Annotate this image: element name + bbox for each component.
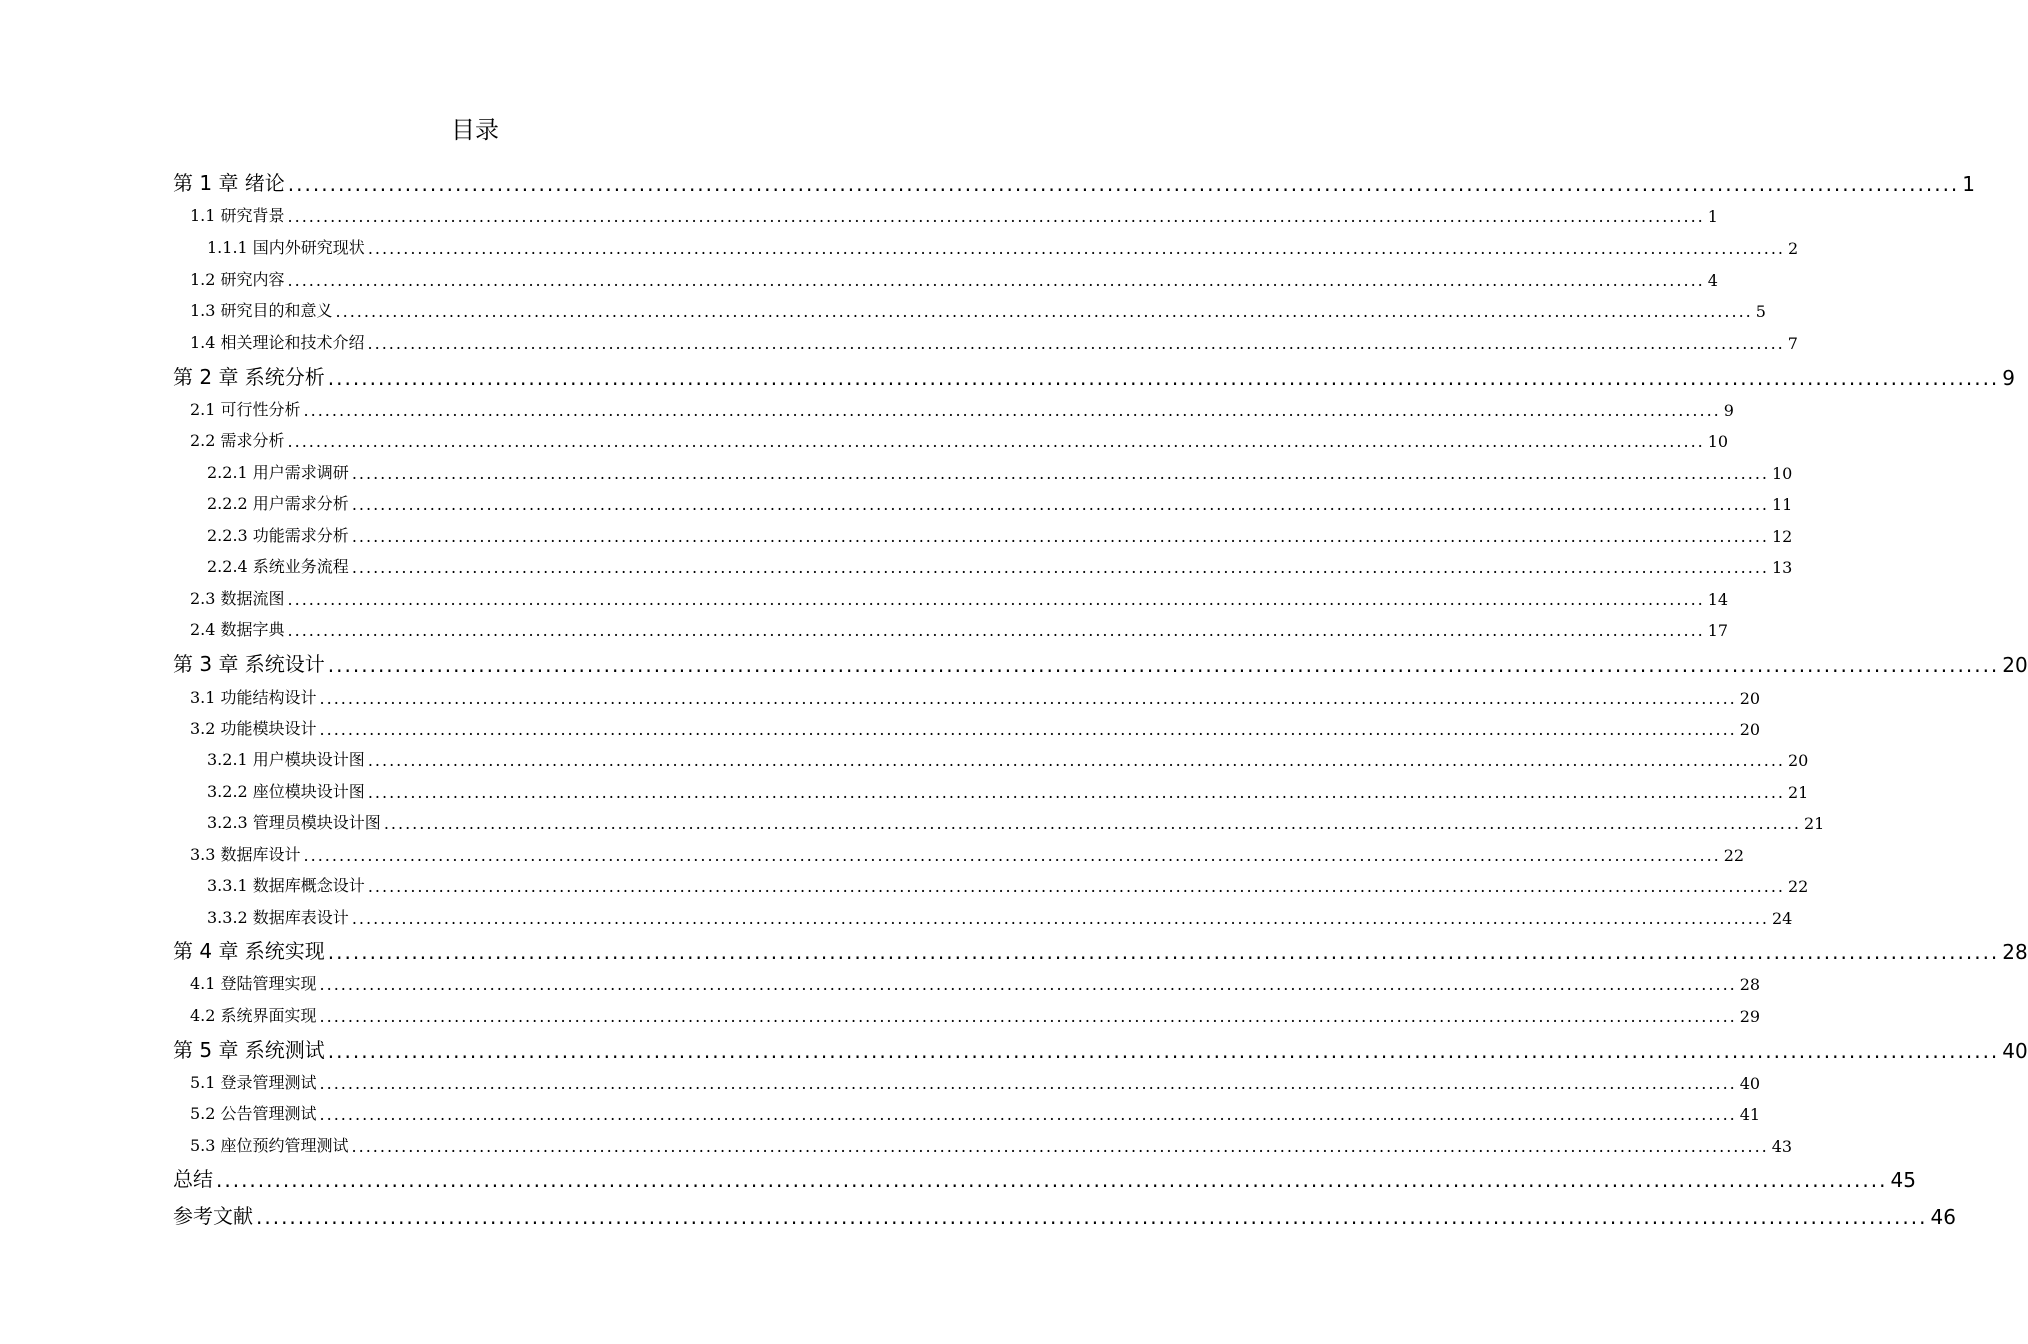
toc-entry-label: 第 3 章 系统设计 (173, 652, 325, 676)
toc-entry-label: 1.1 研究背景 (190, 206, 285, 225)
toc-page-number: 29 (1739, 1007, 1761, 1026)
toc-page-number: 2 (1788, 239, 1799, 258)
toc-entry-label: 2.2 需求分析 (190, 431, 285, 450)
toc-page-number: 13 (1772, 558, 1793, 577)
toc-page-number: 7 (1787, 334, 1798, 353)
toc-entry-label: 3.1 功能结构设计 (190, 688, 317, 707)
toc-dot-leader: ........................................................................................................................................................................................................ (327, 940, 2000, 964)
toc-section-entry[interactable] (190, 1002, 1761, 1026)
toc-dot-leader: ........................................................................................................................................................................................................ (287, 172, 1960, 196)
toc-page-number: 28 (2002, 940, 2028, 964)
toc-entry-label: 1.3 研究目的和意义 (190, 301, 333, 320)
toc-dot-leader: ........................................................................................................................................................................................................ (327, 366, 2000, 390)
toc-entry-label: 3.3.2 数据库表设计 (207, 908, 349, 927)
toc-entry-label: 2.2.1 用户需求调研 (207, 463, 349, 482)
toc-section-entry[interactable] (190, 970, 1761, 994)
toc-page-number: 22 (1788, 877, 1809, 896)
toc-chapter-entry[interactable] (173, 649, 2028, 677)
toc-entry-label: 第 5 章 系统测试 (173, 1038, 325, 1062)
toc-section-entry[interactable] (190, 297, 1766, 321)
toc-dot-leader: ........................................................................................................................................................................................................ (351, 558, 1769, 577)
toc-section-entry[interactable] (207, 778, 1809, 802)
toc-dot-leader: ........................................................................................................................................................................................................ (351, 909, 1769, 928)
toc-section-entry[interactable] (207, 234, 1799, 258)
toc-entry-label: 3.2 功能模块设计 (190, 719, 317, 738)
toc-page-number: 14 (1707, 590, 1729, 609)
toc-entry-label: 3.2.2 座位模块设计图 (207, 782, 365, 801)
toc-dot-leader: ........................................................................................................................................................................................................ (367, 334, 1785, 353)
toc-dot-leader: ........................................................................................................................................................................................................ (327, 1039, 2000, 1063)
toc-entry-label: 3.2.1 用户模块设计图 (207, 750, 365, 769)
toc-section-entry[interactable] (190, 329, 1798, 353)
toc-page-number: 9 (1723, 401, 1734, 420)
toc-dot-leader: ........................................................................................................................................................................................................ (351, 464, 1769, 483)
toc-chapter-entry[interactable] (173, 362, 2016, 390)
toc-dot-leader: ........................................................................................................................................................................................................ (367, 783, 1785, 802)
toc-chapter-entry[interactable] (173, 1164, 1916, 1192)
toc-entry-label: 2.1 可行性分析 (190, 400, 301, 419)
toc-dot-leader: ........................................................................................................................................................................................................ (303, 846, 1721, 865)
toc-dot-leader: ........................................................................................................................................................................................................ (335, 302, 1753, 321)
toc-section-entry[interactable] (190, 1100, 1761, 1124)
toc-entry-label: 4.2 系统界面实现 (190, 1006, 317, 1025)
toc-page-number: 4 (1707, 271, 1718, 290)
toc-page-number: 10 (1707, 432, 1729, 451)
toc-dot-leader: ........................................................................................................................................................................................................ (351, 527, 1769, 546)
toc-chapter-entry[interactable] (173, 1035, 2028, 1063)
toc-dot-leader: ........................................................................................................................................................................................................ (287, 590, 1705, 609)
toc-page-number: 5 (1755, 302, 1766, 321)
toc-page-number: 22 (1723, 846, 1745, 865)
toc-page-number: 20 (1739, 720, 1761, 739)
toc-dot-leader: ........................................................................................................................................................................................................ (319, 1105, 1737, 1124)
toc-dot-leader: ........................................................................................................................................................................................................ (303, 401, 1721, 420)
toc-dot-leader: ........................................................................................................................................................................................................ (287, 432, 1705, 451)
toc-page-number: 41 (1739, 1105, 1761, 1124)
toc-entry-label: 2.2.2 用户需求分析 (207, 494, 349, 513)
toc-section-entry[interactable] (190, 396, 1734, 420)
toc-section-entry[interactable] (207, 490, 1793, 514)
toc-entry-label: 2.3 数据流图 (190, 589, 285, 608)
toc-page-number: 24 (1772, 909, 1793, 928)
toc-entry-label: 1.4 相关理论和技术介绍 (190, 333, 365, 352)
toc-dot-leader: ........................................................................................................................................................................................................ (319, 720, 1737, 739)
toc-entry-label: 2.4 数据字典 (190, 620, 285, 639)
toc-entry-label: 5.3 座位预约管理测试 (190, 1136, 349, 1155)
toc-section-entry[interactable] (207, 809, 1825, 833)
toc-section-entry[interactable] (190, 1132, 1793, 1156)
toc-page-number: 20 (1739, 689, 1761, 708)
toc-chapter-entry[interactable] (173, 936, 2028, 964)
toc-page-number: 20 (2002, 653, 2028, 677)
toc-page-number: 40 (2002, 1039, 2028, 1063)
toc-dot-leader: ........................................................................................................................................................................................................ (216, 1168, 1888, 1192)
toc-section-entry[interactable] (190, 1069, 1761, 1093)
toc-dot-leader: ........................................................................................................................................................................................................ (367, 751, 1785, 770)
toc-entry-label: 3.3.1 数据库概念设计 (207, 876, 365, 895)
toc-dot-leader: ........................................................................................................................................................................................................ (256, 1205, 1928, 1229)
toc-section-entry[interactable] (190, 684, 1761, 708)
toc-dot-leader: ........................................................................................................................................................................................................ (287, 621, 1705, 640)
toc-entry-label: 3.3 数据库设计 (190, 845, 301, 864)
toc-entry-label: 参考文献 (173, 1204, 253, 1228)
toc-section-entry[interactable] (207, 459, 1793, 483)
toc-entry-label: 3.2.3 管理员模块设计图 (207, 813, 381, 832)
toc-page-number: 40 (1739, 1074, 1761, 1093)
toc-entry-label: 4.1 登陆管理实现 (190, 974, 317, 993)
toc-dot-leader: ........................................................................................................................................................................................................ (351, 1137, 1769, 1156)
toc-page-number: 28 (1739, 975, 1761, 994)
toc-dot-leader: ........................................................................................................................................................................................................ (319, 1074, 1737, 1093)
toc-page-number: 21 (1804, 814, 1825, 833)
toc-title: 目录 (451, 116, 499, 144)
toc-section-entry[interactable] (190, 427, 1729, 451)
toc-dot-leader: ........................................................................................................................................................................................................ (351, 495, 1769, 514)
toc-page-number: 1 (1707, 207, 1718, 226)
toc-dot-leader: ........................................................................................................................................................................................................ (287, 207, 1705, 226)
toc-entry-label: 2.2.3 功能需求分析 (207, 526, 349, 545)
toc-section-entry[interactable] (207, 746, 1809, 770)
toc-page-number: 12 (1772, 527, 1793, 546)
toc-entry-label: 总结 (173, 1167, 213, 1191)
toc-dot-leader: ........................................................................................................................................................................................................ (319, 1007, 1737, 1026)
toc-section-entry[interactable] (207, 872, 1809, 896)
toc-entry-label: 1.1.1 国内外研究现状 (207, 238, 365, 257)
toc-page-number: 9 (2002, 366, 2016, 390)
toc-section-entry[interactable] (190, 841, 1745, 865)
toc-page-number: 1 (1962, 172, 1976, 196)
toc-page-number: 17 (1707, 621, 1729, 640)
toc-dot-leader: ........................................................................................................................................................................................................ (319, 975, 1737, 994)
toc-dot-leader: ........................................................................................................................................................................................................ (327, 653, 2000, 677)
toc-page-number: 45 (1890, 1168, 1916, 1192)
toc-section-entry[interactable] (207, 904, 1793, 928)
toc-page-number: 11 (1772, 495, 1793, 514)
toc-entry-label: 第 2 章 系统分析 (173, 365, 325, 389)
toc-page-number: 46 (1930, 1205, 1956, 1229)
toc-section-entry[interactable] (207, 553, 1793, 577)
toc-entry-label: 第 4 章 系统实现 (173, 939, 325, 963)
toc-dot-leader: ........................................................................................................................................................................................................ (367, 877, 1785, 896)
toc-page-number: 10 (1772, 464, 1793, 483)
toc-dot-leader: ........................................................................................................................................................................................................ (319, 689, 1737, 708)
toc-section-entry[interactable] (190, 266, 1718, 290)
toc-chapter-entry[interactable] (173, 1201, 1956, 1229)
toc-entry-label: 2.2.4 系统业务流程 (207, 557, 349, 576)
toc-section-entry[interactable] (190, 715, 1761, 739)
toc-page-number: 21 (1788, 783, 1809, 802)
toc-entry-label: 1.2 研究内容 (190, 270, 285, 289)
toc-page-number: 20 (1788, 751, 1809, 770)
toc-chapter-entry[interactable] (173, 168, 1976, 196)
toc-section-entry[interactable] (190, 202, 1718, 226)
toc-entry-label: 5.1 登录管理测试 (190, 1073, 317, 1092)
toc-dot-leader: ........................................................................................................................................................................................................ (287, 271, 1705, 290)
toc-page-number: 43 (1771, 1137, 1793, 1156)
toc-dot-leader: ........................................................................................................................................................................................................ (367, 239, 1785, 258)
toc-section-entry[interactable] (207, 522, 1793, 546)
toc-entry-label: 第 1 章 绪论 (173, 171, 285, 195)
toc-section-entry[interactable] (190, 585, 1729, 609)
toc-section-entry[interactable] (190, 616, 1729, 640)
toc-entry-label: 5.2 公告管理测试 (190, 1104, 317, 1123)
toc-dot-leader: ........................................................................................................................................................................................................ (383, 814, 1801, 833)
